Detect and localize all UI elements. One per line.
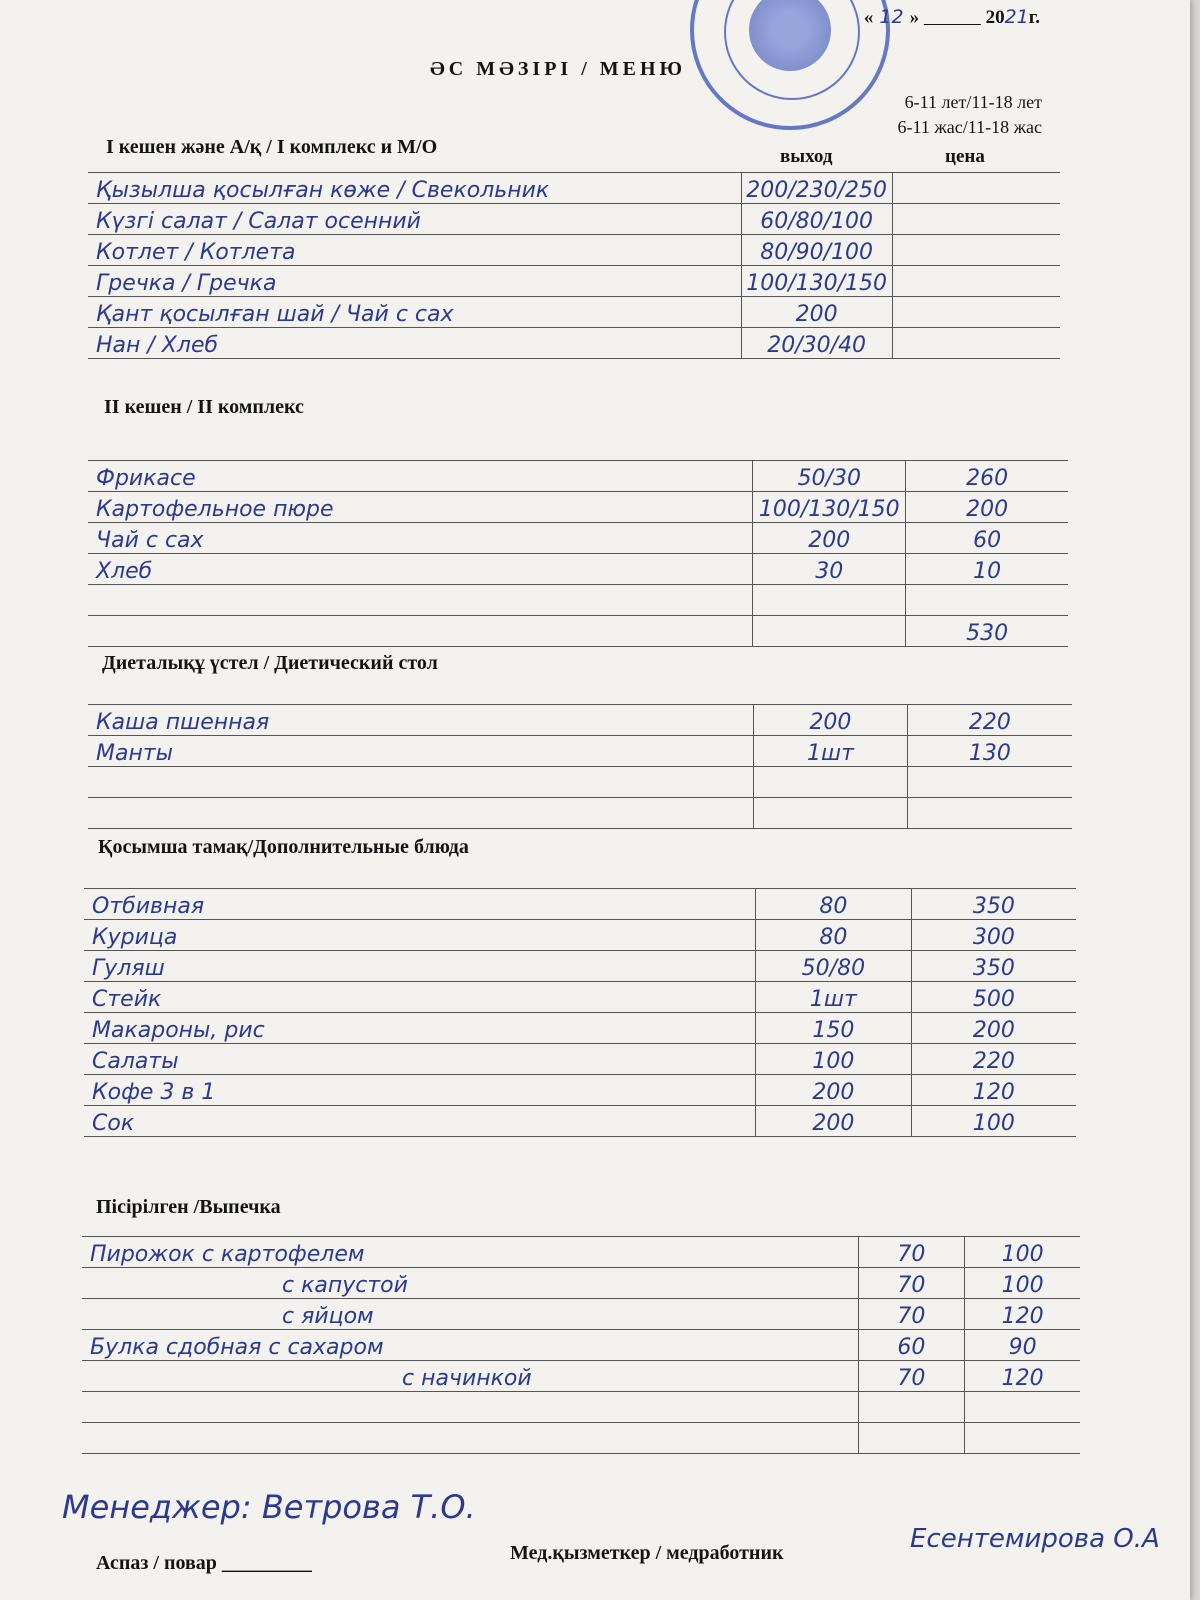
table-row xyxy=(84,1075,1076,1106)
manager-signature: Менеджер: Ветрова Т.О. xyxy=(62,1488,476,1526)
age-range-kz: 6-11 жас/11-18 жас xyxy=(897,117,1042,137)
dish-name: Булка сдобная с сахаром xyxy=(82,1330,858,1361)
dish-output: 100/130/150 xyxy=(753,492,906,523)
dish-name: Кофе 3 в 1 xyxy=(84,1075,756,1106)
date-year-suffix: 21 xyxy=(1004,6,1029,28)
med-worker-signature: Есентемирова О.А xyxy=(910,1524,1160,1554)
dish-price: 60 xyxy=(906,523,1068,554)
table-row xyxy=(82,1299,1080,1330)
cook-label: Аспаз / повар _________ xyxy=(96,1552,312,1574)
dish-name: Пирожок с картофелем xyxy=(82,1237,858,1268)
dish-name xyxy=(88,798,754,829)
table-row xyxy=(84,1106,1076,1137)
dish-price: 100 xyxy=(911,1106,1076,1137)
section-2-table xyxy=(88,460,1068,647)
dish-price: 100 xyxy=(965,1237,1080,1268)
dish-name xyxy=(88,585,753,616)
dish-output: 100/130/150 xyxy=(741,266,892,297)
dish-name: Салаты xyxy=(84,1044,756,1075)
dish-name: Сок xyxy=(84,1106,756,1137)
dish-name: Гречка / Гречка xyxy=(88,266,741,297)
dish-price: 500 xyxy=(911,982,1076,1013)
dish-output: 70 xyxy=(858,1268,965,1299)
approval-date: « 12 » 2021г. xyxy=(863,6,1040,28)
dish-output: 50/80 xyxy=(756,951,912,982)
table-row xyxy=(88,266,1060,297)
dish-name: с яйцом xyxy=(82,1299,858,1330)
dish-output: 30 xyxy=(753,554,906,585)
dish-name: Отбивная xyxy=(84,889,756,920)
section-1-table xyxy=(88,172,1060,359)
dish-price xyxy=(907,798,1072,829)
dish-price: 120 xyxy=(965,1299,1080,1330)
column-output-header: выход xyxy=(780,146,833,167)
dish-price xyxy=(892,204,1060,235)
dish-name: Қант қосылған шай / Чай с сах xyxy=(88,297,741,328)
dish-output: 70 xyxy=(858,1361,965,1392)
dish-price: 130 xyxy=(907,736,1072,767)
table-row xyxy=(82,1361,1080,1392)
dish-price xyxy=(965,1392,1080,1423)
dish-name: Хлеб xyxy=(88,554,753,585)
dish-output: 150 xyxy=(756,1013,912,1044)
dish-output: 200 xyxy=(753,523,906,554)
dish-output: 80 xyxy=(756,889,912,920)
table-row xyxy=(88,173,1060,204)
dish-output: 70 xyxy=(858,1237,965,1268)
table-row xyxy=(82,1392,1080,1423)
dish-name: Манты xyxy=(88,736,754,767)
dish-output: 50/30 xyxy=(753,461,906,492)
dish-output: 80 xyxy=(756,920,912,951)
dish-name: Нан / Хлеб xyxy=(88,328,741,359)
dish-output xyxy=(754,767,908,798)
dish-name: с капустой xyxy=(82,1268,858,1299)
table-row xyxy=(84,982,1076,1013)
dish-price xyxy=(906,585,1068,616)
dish-name xyxy=(82,1423,858,1454)
dish-name: Фрикасе xyxy=(88,461,753,492)
dish-price: 300 xyxy=(911,920,1076,951)
dish-price: 10 xyxy=(906,554,1068,585)
table-row xyxy=(88,616,1068,647)
dish-output: 200 xyxy=(756,1106,912,1137)
dish-name: Картофельное пюре xyxy=(88,492,753,523)
table-row xyxy=(88,492,1068,523)
dish-price: 200 xyxy=(911,1013,1076,1044)
dish-name: Күзгі салат / Салат осенний xyxy=(88,204,741,235)
table-row xyxy=(88,328,1060,359)
dish-name: Макароны, рис xyxy=(84,1013,756,1044)
section-3-table xyxy=(88,704,1072,829)
dish-output: 100 xyxy=(756,1044,912,1075)
dish-name: Гуляш xyxy=(84,951,756,982)
table-row xyxy=(84,1013,1076,1044)
dish-price: 90 xyxy=(965,1330,1080,1361)
dish-name xyxy=(82,1392,858,1423)
dish-price xyxy=(892,297,1060,328)
age-range-ru: 6-11 лет/11-18 лет xyxy=(904,92,1042,112)
dish-output: 1шт xyxy=(756,982,912,1013)
dish-output: 200/230/250 xyxy=(741,173,892,204)
dish-price: 220 xyxy=(907,705,1072,736)
table-row xyxy=(88,705,1072,736)
table-row xyxy=(84,1044,1076,1075)
dish-name xyxy=(88,616,753,647)
dish-output xyxy=(754,798,908,829)
dish-price: 220 xyxy=(911,1044,1076,1075)
dish-name: Чай с сах xyxy=(88,523,753,554)
table-row xyxy=(88,523,1068,554)
dish-output: 200 xyxy=(741,297,892,328)
dish-output: 200 xyxy=(756,1075,912,1106)
dish-price: 120 xyxy=(965,1361,1080,1392)
section-4-table xyxy=(84,888,1076,1137)
dish-output: 60 xyxy=(858,1330,965,1361)
official-stamp xyxy=(690,0,890,130)
table-row xyxy=(84,951,1076,982)
dish-output xyxy=(753,616,906,647)
dish-price: 530 xyxy=(906,616,1068,647)
table-row xyxy=(88,235,1060,266)
section-5-title: Пісірілген /Выпечка xyxy=(96,1196,281,1218)
dish-price: 120 xyxy=(911,1075,1076,1106)
table-row xyxy=(88,204,1060,235)
table-row xyxy=(88,736,1072,767)
dish-output: 70 xyxy=(858,1299,965,1330)
date-year-prefix: 20 xyxy=(985,7,1005,28)
table-row xyxy=(82,1423,1080,1454)
dish-price: 200 xyxy=(906,492,1068,523)
dish-price xyxy=(965,1423,1080,1454)
dish-price: 350 xyxy=(911,889,1076,920)
section-4-title: Қосымша тамақ/Дополнительные блюда xyxy=(98,836,469,858)
dish-price: 260 xyxy=(906,461,1068,492)
table-row xyxy=(88,461,1068,492)
dish-price xyxy=(907,767,1072,798)
dish-price xyxy=(892,173,1060,204)
column-price-header: цена xyxy=(945,146,985,167)
dish-name xyxy=(88,767,754,798)
dish-output: 60/80/100 xyxy=(741,204,892,235)
table-row xyxy=(88,554,1068,585)
section-5-table xyxy=(82,1236,1080,1454)
table-row xyxy=(88,767,1072,798)
med-worker-label: Мед.қызметкер / медработник xyxy=(510,1542,784,1564)
dish-output: 20/30/40 xyxy=(741,328,892,359)
dish-price xyxy=(892,266,1060,297)
dish-name: Каша пшенная xyxy=(88,705,754,736)
dish-price xyxy=(892,328,1060,359)
section-1-title: I кешен және А/қ / I комплекс и М/О xyxy=(106,136,438,158)
dish-output: 200 xyxy=(754,705,908,736)
dish-price xyxy=(892,235,1060,266)
dish-name: Курица xyxy=(84,920,756,951)
section-3-title: Диеталықұ үстел / Диетический стол xyxy=(102,652,438,674)
table-row xyxy=(82,1237,1080,1268)
table-row xyxy=(84,889,1076,920)
date-tail: г. xyxy=(1028,7,1040,28)
table-row xyxy=(88,798,1072,829)
table-row xyxy=(82,1330,1080,1361)
table-row xyxy=(84,920,1076,951)
menu-title: ӘС МӘЗІРІ / МЕНЮ xyxy=(430,58,687,80)
dish-name: Қызылша қосылған көже / Свекольник xyxy=(88,173,741,204)
dish-output xyxy=(858,1423,965,1454)
dish-name: Стейк xyxy=(84,982,756,1013)
dish-output xyxy=(753,585,906,616)
table-row xyxy=(88,297,1060,328)
dish-output: 80/90/100 xyxy=(741,235,892,266)
dish-price: 350 xyxy=(911,951,1076,982)
dish-name: Котлет / Котлета xyxy=(88,235,741,266)
table-row xyxy=(82,1268,1080,1299)
table-row xyxy=(88,585,1068,616)
dish-output xyxy=(858,1392,965,1423)
dish-name: с начинкой xyxy=(82,1361,858,1392)
dish-price: 100 xyxy=(965,1268,1080,1299)
dish-output: 1шт xyxy=(754,736,908,767)
date-day: 12 xyxy=(879,6,904,28)
section-2-title: II кешен / II комплекс xyxy=(104,396,304,418)
